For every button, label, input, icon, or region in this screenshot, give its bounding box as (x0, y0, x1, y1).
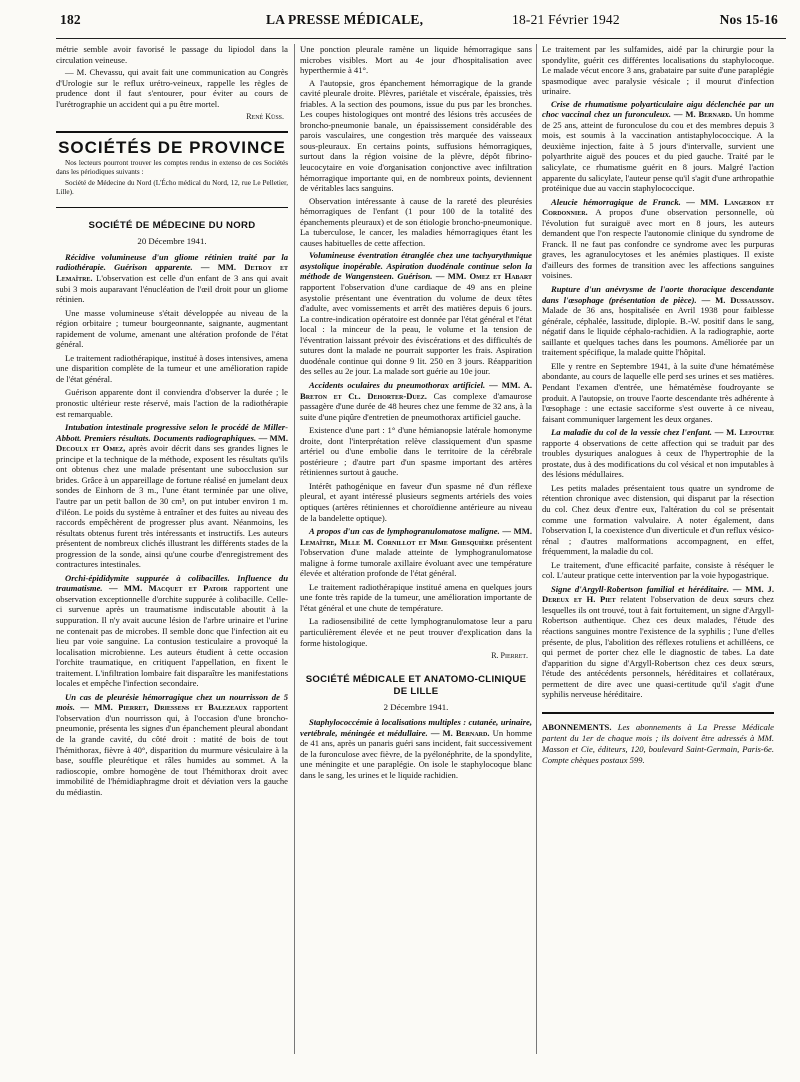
article-title: Un cas de pleurésie hémorragique chez un nourrisson de 5 mois. (56, 691, 288, 713)
article (56, 308, 288, 350)
article (300, 250, 532, 377)
column-2 (300, 44, 532, 783)
article-title: Récidive volumineuse d'un gliome rétinien traité par la radiothérapie. Guérison apparente. (56, 251, 288, 273)
article (300, 717, 532, 780)
article-title: Aleucie hémorragique de Franck. (551, 196, 681, 207)
article-body: rapportent l'observation d'une cardiaque de 49 ans en pleine asystolie présentant une éventration du volume de deux têtes d'adulte, avec vomissements et arrêt des matières depuis 6 jours. La contre-indication opératoire est donnée par l'état général et l'état local : la minceur de la peau, le volume et la tension de l'éventration laissant prévoir des éviscérations et des difficultés de sutures dont la malade ne pourrait supporter les frais. Aspiration duodénale continue qui donne 9 lit. 250 en 3 jours. Réapparition des selles au 2e jour. La malade sort guérie au 10e jour. (300, 282, 532, 377)
journal-title: LA PRESSE MÉDICALE, (266, 12, 424, 27)
article-body: Le traitement, d'une efficacité parfaite, consiste à réséquer le col. L'auteur pratique cette intervention par la voie hypogastrique. (542, 559, 774, 581)
article-body: rapportent une observation exceptionnelle d'orchite suppurée à colibacille. Celle-ci survenue après un traumatisme indiscutable aboutit à la suppuration. Il n'y avait aucune lésion de l'arbre urinaire et l'urine ne contenait pas de microbes. Il semble donc que l'infection ait eu lieu par voie sanguine. La contusion testiculaire a provoqué la localisation microbienne. Les auteurs étudient à cette occasion l'orchite traumatique, en critiquent l'appellation, en fixent le traitement. L'infiltration lombaire fait disparaître les manifestations locales et empêche l'infection secondaire. (56, 583, 288, 689)
article (56, 692, 288, 797)
article (300, 380, 532, 422)
article-body: Existence d'une part : 1° d'une hémianopsie latérale homonyme droite, dont l'interprétation relève classiquement d'un spasme artériel ou d'une embolie dans le territoire de la cérébrale postérieure ; d'autre part d'un spasme important des artères rétiniennes surtout à gauche. (300, 425, 532, 478)
article-body: L'observation est celle d'un enfant de 3 ans qui avait subi 3 mois auparavant l'énucléation de l'œil droit pour un gliome rétinien. (56, 273, 288, 305)
paragraph: Une ponction pleurale ramène un liquide hémorragique sans microbes visibles. Mort au 4e jour d'hospitalisation avec hyperthermie à 41°. (300, 44, 532, 76)
section-reference: Société de Médecine du Nord (L'Écho médical du Nord, 12, rue Le Pelletier, Lille). (56, 179, 288, 197)
subscription-text: Les abonnements à La Presse Médicale partent du 1er de chaque mois ; ils doivent être adressés à MM. Masson et Cie, éditeurs, 120, boulevard Saint-Germain, Paris-6e. Compte chèques postaux 599. (542, 721, 774, 765)
article (300, 425, 532, 478)
article-title: A propos d'un cas de lymphogranulomatose maligne. (309, 526, 500, 537)
article-body: Intérêt pathogénique en faveur d'un spasme né d'un réflexe pleural, et ayant intéressé plusieurs segments artériels des voies optiques (artères rétiniennes et choroïdienne antérieure au niveau de la bandelette optique). (300, 480, 532, 523)
signature: R. Pierret. (491, 651, 528, 661)
meeting-date: 20 Décembre 1941. (137, 236, 207, 247)
subscription-heading: ABONNEMENTS. (542, 721, 612, 732)
article-title: Volumineuse éventration étranglée chez une tachyarythmique asystolique inopérable. Aspiration duodénale continue selon la méthode de Wangensteen. Guérison. (300, 250, 532, 282)
article-body: Une masse volumineuse s'était développée au niveau de la région orbitaire ; tumeur bourgeonnante, saignante, augmentant rapidement de volume, amenant une altération profonde de l'état général. (56, 307, 288, 350)
article-title: Signe d'Argyll-Robertson familial et héréditaire. (551, 583, 729, 594)
article (542, 427, 774, 480)
column-divider (294, 44, 295, 1054)
section-intro: Nos lecteurs pourront trouver les comptes rendus in extenso de ces Sociétés dans les périodiques suivants : (56, 159, 288, 177)
page-number: 182 (60, 12, 81, 27)
article (300, 526, 532, 579)
article-authors: — MM. Detroy et Lemaître. (56, 262, 288, 284)
article-body: Cas complexe d'amaurose passagère d'une durée de 48 heures chez une femme de 32 ans, à la suite d'une piqûre d'entretien de pneumothorax artificiel gauche. (300, 390, 532, 422)
article (300, 481, 532, 523)
article (56, 353, 288, 385)
article-authors: — MM. Decoulx et Omez, (56, 432, 288, 454)
article-body: Un homme de 41 ans, après un panaris guéri sans incident, fait successivement de la furonculose avec fièvre, de la pyélonéphrite, de la spondylite, une méningite et une paraplégie. On isole le staphylocoque blanc dans le sang, les urines et le liquide rachidien. (300, 727, 533, 780)
column-1 (56, 44, 288, 800)
article (56, 252, 288, 305)
header-rule (56, 38, 786, 39)
article-authors: — MM. Omez et Habart (435, 271, 533, 282)
article-authors: — MM. Langeron et Cordonnier. (542, 196, 774, 218)
article-authors: — MM. J. Dereux et H. Piet (542, 583, 774, 605)
column-divider (536, 44, 537, 1054)
article-list (542, 99, 774, 700)
article (542, 584, 774, 700)
article (542, 560, 774, 581)
society-heading: SOCIÉTÉ MÉDICALE ET ANATOMO-CLINIQUE DE LILLE (305, 673, 527, 697)
article-body: La radiosensibilité de cette lymphogranulomatose leur a paru particulièrement élevée et ne peut trouver d'explication dans la forme histologique. (300, 616, 532, 648)
article-body: A propos d'une observation personnelle, où l'évolution fut suraiguë avec mort en 8 jours, les auteurs demandent que l'on respecte l'autonomie clinique du syndrome de Franck. Il ne faut pas confondre ce syndrome avec les purpuras graves, les agranulocytoses et les anémies plastiques. Il existe d'ailleurs des formes de transition avec les affections sanguines voisines. (542, 207, 774, 281)
article (300, 582, 532, 614)
article-body: présentent l'observation d'une malade atteinte de lymphogranulomatose maligne à forme tumorale axillaire évoluant avec une température élevée et altération profonde de l'état général. (300, 536, 532, 579)
article (542, 99, 774, 194)
section-title: SOCIÉTÉS DE PROVINCE (58, 137, 286, 157)
article-body: rapporte 4 observations de cette affection qui se traduit par des troubles dysuriques analogues à ceux de l'hypertrophie de la prostate, dus à des modifications du col vésical et non imputables à des lésions médullaires. (542, 437, 774, 480)
issue-number: Nos 15-16 (719, 12, 778, 27)
article (542, 284, 774, 358)
meeting-date: 2 Décembre 1941. (383, 701, 449, 712)
article-list (300, 250, 532, 648)
article (56, 573, 288, 689)
article-authors: — M. Lepoutre (714, 427, 774, 438)
article-title: Crise de rhumatisme polyarticulaire aigu déclenchée par un choc vaccinal chez un furonculeux. (542, 98, 774, 120)
signature: René Küss. (246, 112, 284, 122)
article-body: Un homme de 25 ans, atteint de furonculose du cou et des membres depuis 3 mois, est soumis à la vaccination antistaphylococcique. A la deuxième injection, faite à 5 jours d'intervalle, survient une polyarthrite aiguë des pouces et du pied gauche. Traité par le salicylate, ce rhumatisme guérit en 8 jours. Malgré l'action apparente du salicylate, l'auteur pense qu'il s'agit d'une arthropathie protéinique due au vaccin staphylococcique. (542, 109, 774, 194)
article-body: Les petits malades présentaient tous quatre un syndrome de rétention chronique avec distension, qui disparut par la résection du col. Chez deux d'entre eux, l'altération du col se présentait comme une formation valvulaire. A noter également, dans l'observation I, la coexistence d'un diverticule et d'un reflux vésico-rénal ; d'autres malformations accompagnent, en effet, fréquemment, la maladie du col. (542, 482, 774, 557)
article-body: Elle y rentre en Septembre 1941, à la suite d'une hématémèse abondante, au cours de laquelle elle perd ses urines et ses matières. Pendant l'examen d'entrée, une hématémèse foudroyante se produit. A l'autopsie, on trouve l'aorte descendante très adhérente à l'œsophage : une ectasie sacciforme s'est ouverte à ce niveau, faisant communiquer largement les deux organes. (542, 360, 774, 424)
article-authors: — M. Dussaussoy. (701, 294, 774, 305)
paragraph: A l'autopsie, gros épanchement hémorragique de la grande cavité pleurale droite. Plèvres, pariétale et viscérale, épaissies, très friables. A la section des poumons, issue du pus par les bronches. Les coupes histologiques ont montré des lésions très accusées de broncho-pneumonie banale, un épaississement considérable des parois vasculaires, une congestion très marquée des vaisseaux sous-pleuraux. En certains points, suffusions hémorragiques, surtout dans la région voisine de la plèvre, dépôt fibrino-leucocytaire en voie d'organisation conjonctive avec infiltration hémorragique importante qui, en de nombreux points, deviennent de véritables lacs sanguins. (300, 77, 532, 194)
article-body: Le traitement radiothérapique, institué à doses intensives, amena une disparition complète de la tumeur et une amélioration rapide de l'état général. (56, 352, 288, 384)
article-body: Le traitement radiothérapique institué amena en quelques jours une fonte très rapide de la tumeur, une amélioration importante de l'état général et une chute de température. (300, 581, 532, 613)
article-title: Staphylococcémie à localisations multiples : cutanée, urinaire, vertébrale, méningée et médullaire. (300, 717, 532, 738)
article-authors: — MM. Pierret, Driessens et Balezeaux (80, 702, 248, 713)
article-title: Intubation intestinale progressive selon le procédé de Miller-Abbott. Premiers résultats. Documents radiographiques. (56, 422, 288, 443)
issue-date: 18-21 Février 1942 (512, 12, 620, 27)
article-title: La maladie du col de la vessie chez l'enfant. (551, 427, 712, 438)
article (300, 616, 532, 648)
society-heading: SOCIÉTÉ DE MÉDECINE DU NORD (88, 220, 256, 232)
article-title: Orchi-épididymite suppurée à colibacilles. Influence du traumatisme. (56, 572, 288, 594)
article-body: Malade de 36 ans, hospitalisée en Avril 1938 pour faiblesse générale, céphalée, lassitude, diplopie. B.-W. positif dans le sang, négatif dans le liquide céphalo-rachidien. A la radiographie, aorte saillante et quelques taches dans les poumons. Améliorée par un traitement spécifique, la malade quitte l'hôpital. (542, 305, 774, 358)
article (542, 483, 774, 557)
article-title: Rupture d'un anévrysme de l'aorte thoracique descendante dans l'œsophage (présentation de pièce). (542, 284, 774, 305)
continued-text: — M. Chevassu, qui avait fait une communication au Congrès d'Urologie sur le reflux urétro-veineux, rappelle les règles de prudence dont il faut s'entourer, pour éviter au cours de l'urétrographie un accident qui a pu être mortel. (56, 67, 288, 109)
article-authors: — M. Bernard. (673, 109, 732, 120)
article-list (56, 252, 288, 797)
section-box (56, 131, 288, 209)
column-3 (542, 44, 774, 766)
subscription-notice (542, 712, 774, 766)
page-header (56, 10, 780, 34)
paragraph: Le traitement par les sulfamides, aidé par la chirurgie pour la spondylite, guérit ces différentes localisations du staphylocoque. Le malade vécut encore 3 ans, grabataire par suite d'une paraplégie spasmodique avec paralysie vésicale ; il mourut d'infection urinaire. (542, 44, 774, 97)
article (56, 387, 288, 419)
article-body: Guérison apparente dont il conviendra d'observer la durée ; le pronostic ultérieur reste réservé, mais l'action de la radiothérapie est remarquable. (56, 387, 288, 419)
article (56, 422, 288, 570)
article (542, 361, 774, 424)
article (542, 197, 774, 281)
article-body: rapportent l'observation d'un nourrisson qui, à l'occasion d'une broncho-pneumonie, présenta les signes d'un épanchement pleural abondant de la grande cavité, du côté droit : matité de bois de tout l'hémithorax, fièvre à 40°, disparition du murmure vésiculaire à la base, souffle pleurétique et râles humides au sommet. A la radioscopie, ombre homogène de tout l'hémithorax droit avec immobilité de l'hémidiaphragme droit et déviation vers la gauche du médiastin. (56, 702, 288, 797)
article-authors: — MM. Macquet et Patoir (108, 583, 228, 594)
article-body: après avoir décrit dans ses grandes lignes le principe et la technique de la méthode, exposent les résultats qu'ils ont obtenus chez une malade présentant une subocclusion sur brides. Grâce à un appareillage de fortune réalisé en jumelant deux sondes de Einhorn de 3 m., l'une étant terminée par une olive, l'autre par un petit ballon de 30 cm³, on put intuber environ 1 m. d'iléon. Le poids du système à entraîner et des fuites au niveau des raccords empêchèrent de progresser plus avant. Néanmoins, les résultats obtenus furent très intéressants et instructifs. Les auteurs présentent de nombreux clichés illustrant les différents stades de la progression de la sonde, ainsi qu'une courbe d'enregistrement des contractures intestinales. (56, 443, 288, 570)
continued-text: métrie semble avoir favorisé le passage du lipiodol dans la circulation veineuse. (56, 44, 288, 65)
paragraph: Observation intéressante à cause de la rareté des pleurésies hémorragiques de l'enfant (1 pour 100 de la totalité des épanchements pleuraux) et de son étiologie broncho-pneumonique. La tuberculose, le cancer, les maladies hémorragiques étant les causes habituelles de cette affection. (300, 195, 532, 248)
article-authors: — MM. A. Breton et Cl. Dehorter-Duez. (300, 379, 532, 401)
article-authors: — M. Bernard. (430, 727, 490, 738)
article-authors: — MM. Lemaître, Mlle M. Cornillot et Mme Ghesquière (300, 526, 532, 547)
article-body: relatent l'observation de deux sœurs chez lesquelles ils ont trouvé, tout à fait fortuitement, un signe d'Argyll-Robertson authentique. Chez ces deux malades, l'étude des réactions sanguines montre l'existence de la syphilis ; l'une d'elles présente, de plus, l'abolition des réflexes rotuliens et achilléens, ce qui permet de porter chez elle le diagnostic de tabes. La date d'apparition du signe d'Argyll-Robertson chez ces deux sœurs, l'étude des antécédents personnels, héréditaires et collatéraux, permettent de dire avec une quasi-certitude qu'il s'agit d'une syphilis nerveuse héréditaire. (542, 594, 774, 700)
article-title: Accidents oculaires du pneumothorax artificiel. (309, 379, 486, 390)
